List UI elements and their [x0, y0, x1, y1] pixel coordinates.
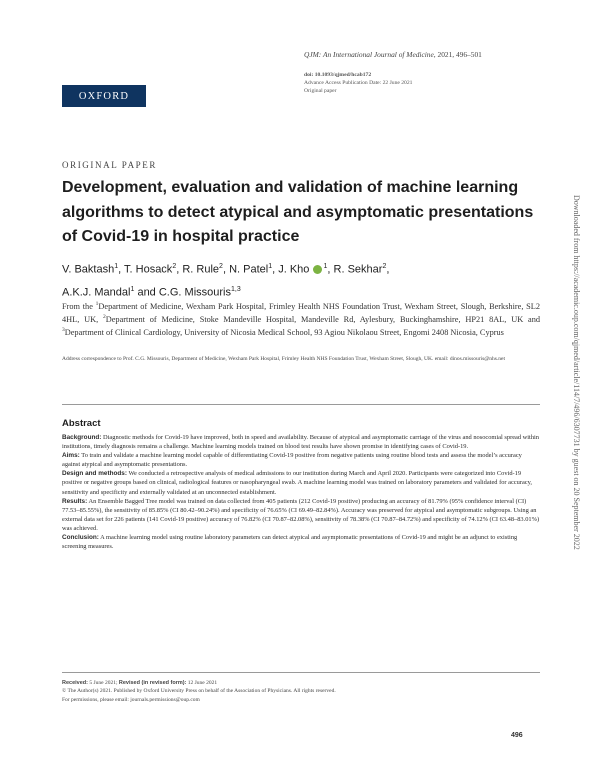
affiliation-sup: 3 — [62, 327, 65, 334]
author[interactable]: N. Patel — [229, 263, 269, 276]
abstract-methods — [62, 469, 540, 496]
footer-notes — [62, 679, 540, 704]
oxford-logo: OXFORD — [62, 85, 146, 107]
abstract-text: An Ensemble Bagged Tree model was trained on data collected from 405 patients (212 Covid-19 positive) producing an accuracy of 81.79% (95% confidence interval (CI) 77.53–85.55%), the sensitivity of 85.85% (CI 80.42–90.24%) and specificity of 76.65% (CI 69.49–82.84%). Accuracy was preserved for atypical and asymptomatic subgroups. Using an external data set for 226 patients (141 Covid-19 positive) accuracy of 76.82% (CI 70.87–82.08%), sensitivity of 78.38% (CI 70.87–84.72%) and specificity of 74.12% (CI 63.48–83.01%) was achieved. — [62, 497, 540, 532]
footer-divider — [62, 672, 540, 673]
affiliations — [62, 299, 540, 339]
author-sup: 2 — [382, 263, 387, 270]
author-sup: 1 — [130, 285, 135, 293]
journal-title: QJM: An International Journal of Medicine — [304, 50, 434, 59]
correspondence: Address correspondence to Prof. C.G. Missouris, Department of Medicine, Wexham Park Hospital, Frimley Health NHS Foundation Trust, Wexham Street, Slough, UK. email: dinos.missouris@nhs.net — [62, 356, 506, 362]
abstract-conclusion — [62, 533, 540, 551]
received-date: 5 June 2021; — [88, 680, 119, 686]
doi-block — [304, 71, 412, 95]
author-sup: 1 — [323, 263, 328, 270]
abstract-body — [62, 433, 540, 551]
author-sup: 1,3 — [230, 285, 241, 293]
revised-date: 12 June 2021 — [186, 680, 218, 686]
affiliation-1: Department of Medicine, Wexham Park Hospital, Frimley Health NHS Foundation Trust, Wexham Street, Slough, Berkshire, SL2 4HL, UK, — [62, 301, 540, 324]
section-label: ORIGINAL PAPER — [62, 160, 157, 170]
abstract-label: Design and methods: — [62, 470, 127, 478]
author[interactable]: A.K.J. Mandal — [62, 286, 131, 299]
journal-volume-pages: , 2021, 496–501 — [433, 50, 482, 59]
author[interactable]: R. Rule — [182, 263, 220, 276]
affiliation-2: Department of Medicine, Stoke Mandeville Hospital, Mandeville Rd, Aylesbury, Buckinghamshire, HP21 8AL, UK and — [105, 314, 540, 324]
author-sup: 2 — [172, 263, 177, 270]
download-watermark: Downloaded from https://academic.oup.com/qjmed/article/114/7/496/6307731 by guest on 20 September 2022 — [572, 195, 581, 550]
divider — [62, 404, 540, 405]
author[interactable]: J. Kho — [278, 263, 310, 276]
article-type: Original paper — [304, 88, 337, 94]
abstract-label: Aims: — [62, 452, 80, 460]
author[interactable]: C.G. Missouris — [158, 286, 231, 299]
abstract-text: Diagnostic methods for Covid-19 have improved, both in speed and availability. Because of atypical and asymptomatic carriage of the virus and nosocomial spread within institutions, timely diagnosis remains a challenge. Machine learning models trained on blood test results have shown promise in identifying cases of Covid-19. — [62, 434, 540, 451]
author-sup: 2 — [219, 263, 223, 270]
author-sup: 1 — [268, 263, 273, 270]
received-label: Received: — [62, 680, 88, 686]
affiliation-sup: 2 — [103, 314, 106, 321]
abstract-results — [62, 497, 540, 533]
abstract-label: Background: — [62, 434, 102, 441]
author-sup: 1 — [114, 263, 119, 270]
permissions: For permissions, please email: journals.permissions@oup.com — [62, 696, 200, 703]
author[interactable]: V. Baktash — [62, 263, 115, 276]
abstract-background — [62, 433, 540, 451]
author[interactable]: T. Hosack — [124, 263, 173, 276]
advance-access-date: Advance Access Publication Date: 22 June 2021 — [304, 80, 413, 86]
journal-citation — [304, 50, 482, 59]
affiliation-3: Department of Clinical Cardiology, University of Nicosia Medical School, 93 Agiou Nikolaou Street, Engomi 2408 Nicosia, Cyprus — [64, 328, 504, 338]
copyright: © The Author(s) 2021. Published by Oxford University Press on behalf of the Association of Physicians. All rights reserved. — [62, 688, 336, 695]
abstract-text: We conducted a retrospective analysis of medical admissions to our institution during March and April 2020. Participants were categorized into Covid-19 positive or negative groups based on clinical, radiological features or nasopharyngeal swab. A machine learning model was trained on laboratory parameters and validated for accuracy, sensitivity and specificity and externally validated at an unconnected establishment. — [62, 470, 533, 496]
abstract-text: To train and validate a machine learning model capable of differentiating Covid-19 positive from negative patients using routine blood tests and assess the model’s accuracy against atypical and asymptomatic presentations. — [62, 452, 522, 469]
page-number: 496 — [511, 732, 523, 739]
doi[interactable]: doi: 10.1093/qjmed/hcab172 — [304, 72, 372, 78]
affiliation-prefix: From the — [62, 301, 96, 311]
received-line — [62, 679, 540, 687]
abstract-text: A machine learning model using routine laboratory parameters can detect atypical and asymptomatic presentations of Covid-19 and might be an adjunct to existing screening measures. — [62, 534, 518, 551]
affiliation-sup: 1 — [95, 301, 99, 307]
abstract-label: Conclusion: — [62, 534, 99, 542]
abstract-label: Results: — [62, 497, 88, 505]
abstract-heading: Abstract — [62, 418, 101, 429]
abstract-aims — [62, 451, 540, 469]
orcid-icon[interactable] — [313, 265, 322, 274]
author-list: V. Baktash$^1$, T. Hosack$^2$, R. Rule$^2$, N. Patel$^1$, J. Kho $^1$, R. Sekhar$^2$, A.K.J. Mandal$^1$ and C.G. Missouris$^{1,3}$ — [62, 263, 390, 299]
article-title: Development, evaluation and validation of machine learning algorithms to detect atypical and asymptomatic presentations of Covid-19 in hospital practice — [62, 179, 534, 245]
author[interactable]: R. Sekhar — [333, 263, 383, 276]
revised-label: Revised (in revised form): — [118, 680, 187, 686]
